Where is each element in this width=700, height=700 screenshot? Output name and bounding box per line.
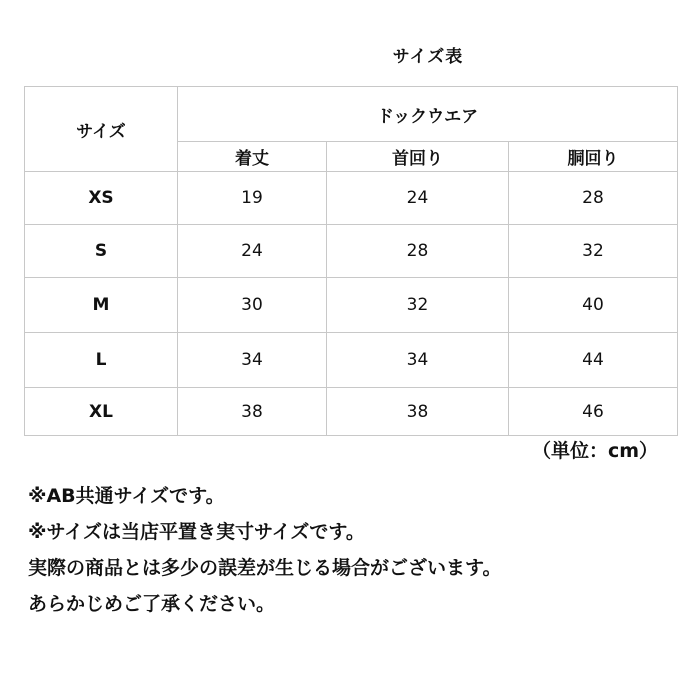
- note-line: ※サイズは当店平置き実寸サイズです。: [28, 521, 365, 543]
- table-cell: 38: [327, 388, 509, 436]
- table-row: [25, 172, 678, 225]
- table-row: [25, 333, 678, 388]
- size-label: XL: [25, 388, 178, 436]
- table-cell: 19: [178, 172, 327, 225]
- table-cell: 40: [509, 278, 678, 333]
- size-table: [24, 86, 678, 436]
- size-label: S: [25, 225, 178, 278]
- table-cell: 28: [509, 172, 678, 225]
- size-label: L: [25, 333, 178, 388]
- note-line: あらかじめご了承ください。: [28, 593, 276, 615]
- table-cell: 44: [509, 333, 678, 388]
- size-column-header: サイズ: [25, 87, 178, 172]
- table-header-row: [25, 87, 678, 142]
- table-cell: 34: [327, 333, 509, 388]
- table-row: [25, 278, 678, 333]
- column-header-length: 着丈: [178, 142, 327, 172]
- table-row: [25, 388, 678, 436]
- size-label: M: [25, 278, 178, 333]
- note-line: 実際の商品とは多少の誤差が生じる場合がございます。: [28, 557, 502, 579]
- table-cell: 28: [327, 225, 509, 278]
- table-cell: 24: [327, 172, 509, 225]
- size-label: XS: [25, 172, 178, 225]
- table-cell: 32: [327, 278, 509, 333]
- column-header-chest: 胴回り: [509, 142, 678, 172]
- table-cell: 32: [509, 225, 678, 278]
- notes-block: [28, 478, 688, 622]
- column-header-neck: 首回り: [327, 142, 509, 172]
- category-header: ドックウエア: [178, 87, 678, 142]
- table-row: [25, 225, 678, 278]
- note-line: ※AB共通サイズです。: [28, 485, 225, 507]
- unit-note: （単位：cm）: [531, 440, 658, 462]
- table-cell: 46: [509, 388, 678, 436]
- page-title: サイズ表: [392, 47, 464, 67]
- table-cell: 24: [178, 225, 327, 278]
- table-cell: 34: [178, 333, 327, 388]
- table-cell: 38: [178, 388, 327, 436]
- table-cell: 30: [178, 278, 327, 333]
